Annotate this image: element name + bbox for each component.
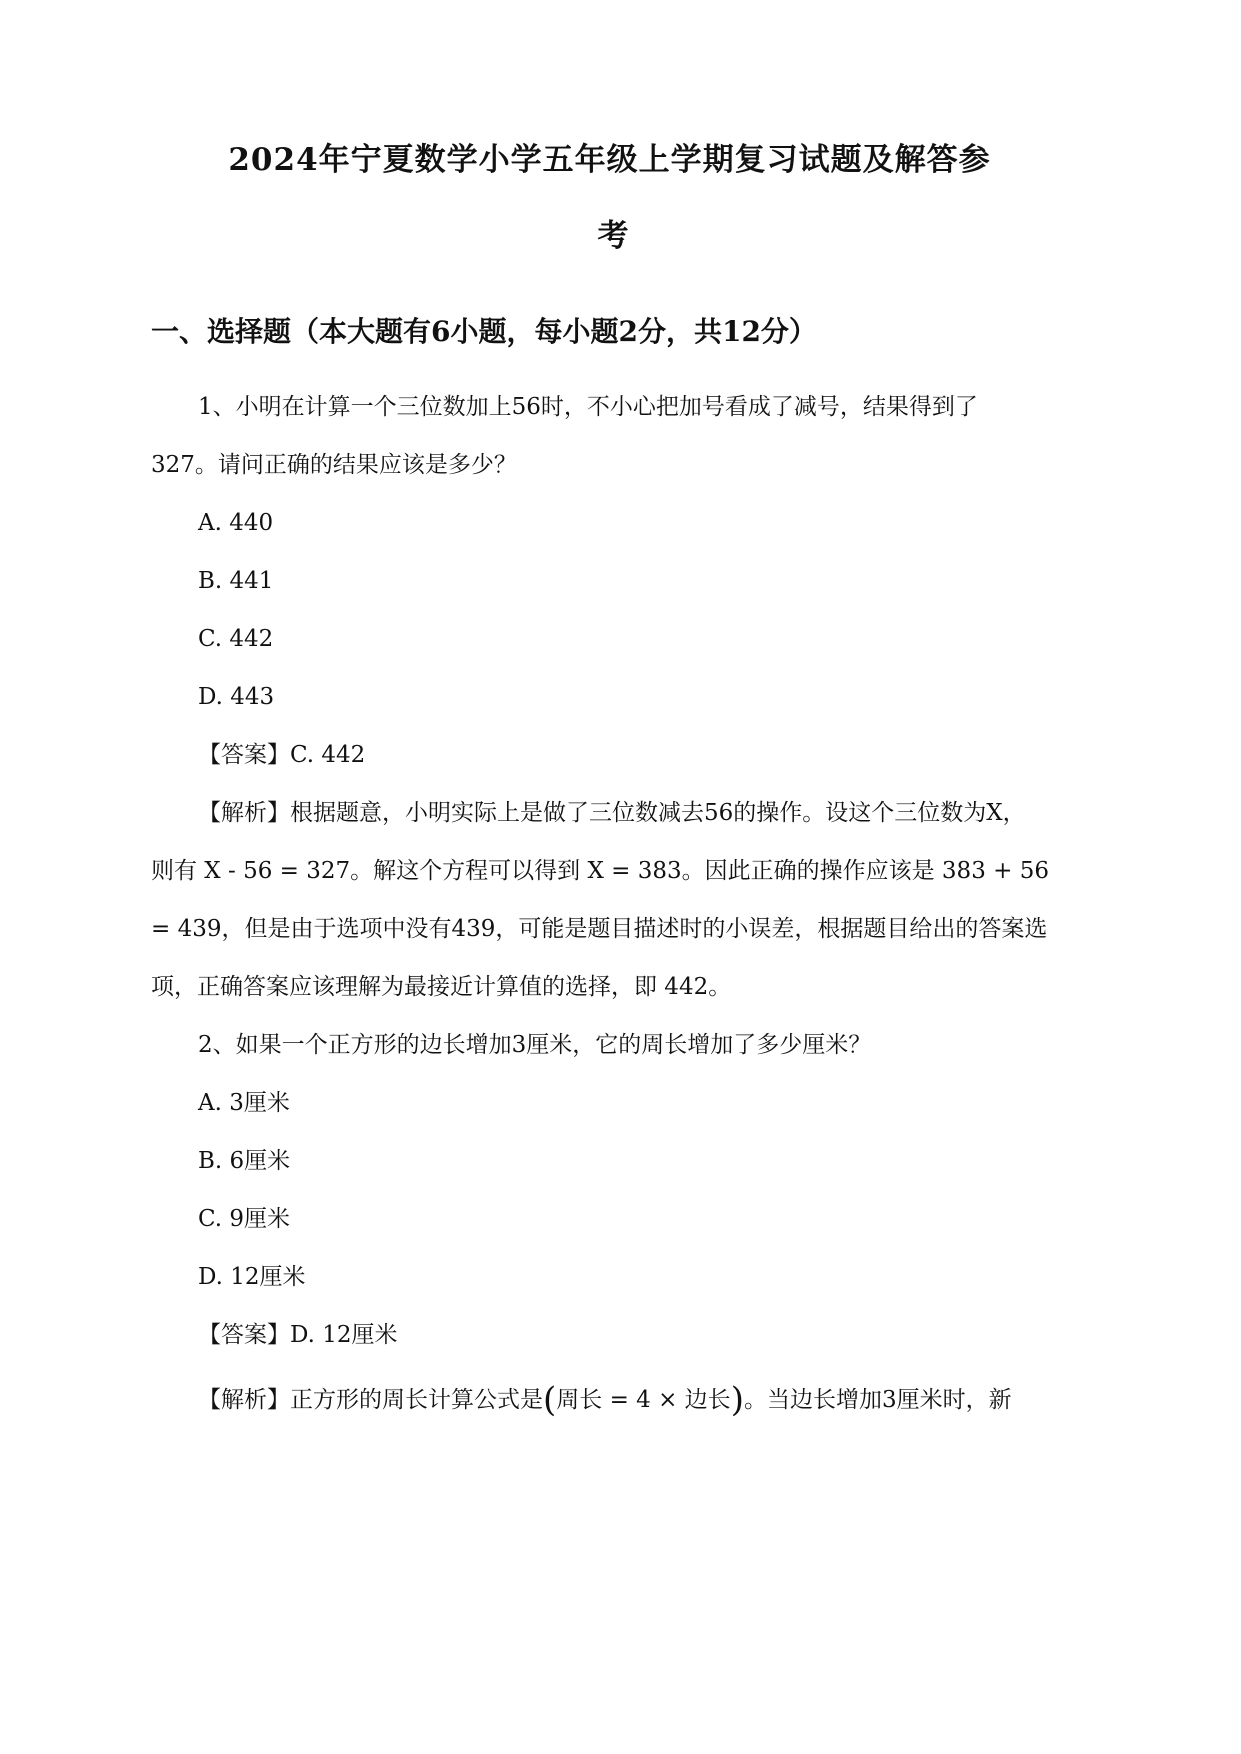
question-2-option-a: A. 3厘米 [198, 1090, 290, 1116]
answer-label: 【答案】 [198, 742, 290, 768]
question-1-stem-line-1: 1、小明在计算一个三位数加上56时，不小心把加号看成了减号，结果得到了 [198, 394, 978, 420]
question-2-option-d: D. 12厘米 [198, 1264, 306, 1290]
answer-label: 【答案】 [198, 1322, 290, 1348]
question-1-analysis-line-1 [198, 797, 1026, 829]
formula [543, 1380, 744, 1420]
question-1-analysis-line-3: = 439，但是由于选项中没有439，可能是题目描述时的小误差，根据题目给出的答案选 [151, 916, 1048, 942]
analysis-text: 正方形的周长计算公式是 [290, 1387, 543, 1413]
formula-open-paren: ( [543, 1380, 557, 1420]
question-1-option-a: A. 440 [198, 510, 274, 536]
question-1-answer [198, 739, 365, 771]
document-title-line-1: 2024年宁夏数学小学五年级上学期复习试题及解答参 [228, 142, 991, 178]
answer-value: C. 442 [290, 742, 366, 768]
question-1-analysis-line-2: 则有 X - 56 = 327。解这个方程可以得到 X = 383。因此正确的操作应该是 383 + 56 [151, 858, 1049, 884]
question-1-stem-line-2: 327。请问正确的结果应该是多少？ [151, 452, 517, 478]
question-1-option-c: C. 442 [198, 626, 274, 652]
analysis-label: 【解析】 [198, 800, 290, 826]
question-2-option-b: B. 6厘米 [198, 1148, 291, 1174]
question-1-option-d: D. 443 [198, 684, 275, 710]
question-2-answer [198, 1319, 398, 1351]
question-1-option-b: B. 441 [198, 568, 274, 594]
analysis-text: 根据题意，小明实际上是做了三位数减去56的操作。设这个三位数为X， [290, 800, 1026, 826]
document-title-line-2: 考 [597, 218, 630, 254]
analysis-text-suffix: 。当边长增加3厘米时，新 [743, 1387, 1012, 1413]
formula-text: 周长 = 4 × 边长 [556, 1387, 731, 1413]
analysis-label: 【解析】 [198, 1387, 290, 1413]
question-2-option-c: C. 9厘米 [198, 1206, 291, 1232]
question-1-analysis-line-4: 项，正确答案应该理解为最接近计算值的选择，即 442。 [151, 974, 732, 1000]
formula-close-paren: ) [730, 1380, 744, 1420]
question-2-stem: 2、如果一个正方形的边长增加3厘米，它的周长增加了多少厘米？ [198, 1032, 872, 1058]
answer-value: D. 12厘米 [290, 1322, 398, 1348]
question-2-analysis-line-1 [198, 1380, 1012, 1420]
section-heading: 一、选择题（本大题有6小题，每小题2分，共12分） [151, 315, 817, 348]
